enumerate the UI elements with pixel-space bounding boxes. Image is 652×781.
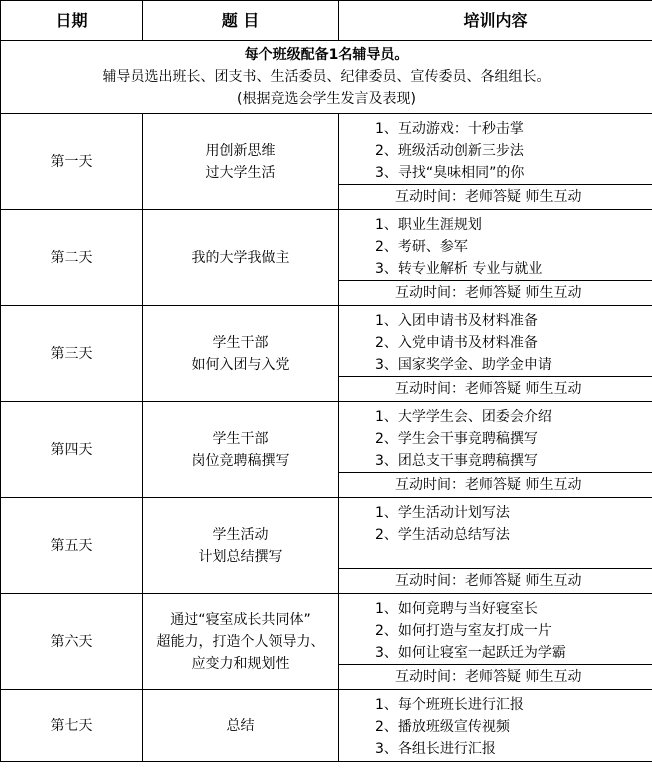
topic-line: 岗位竞聘稿撰写: [191, 452, 290, 469]
content-item: 2、班级活动创新三步法: [375, 143, 524, 159]
content-item: 1、如何竞聘与当好寝室长: [375, 601, 538, 617]
content-item: 2、学生会干事竞聘稿撰写: [375, 431, 538, 447]
content-item: 1、入团申请书及材料准备: [375, 313, 538, 329]
content-cell: [339, 210, 652, 281]
content-item: 3、寻找“臭味相同”的你: [375, 165, 525, 181]
content-item: 2、考研、参军: [375, 239, 468, 255]
topic-cell: [143, 306, 339, 402]
topic-cell: [143, 690, 339, 762]
table-row: [1, 594, 652, 665]
day-cell: 第一天: [1, 114, 143, 210]
content-cell: [339, 114, 652, 185]
content-item: 2、如何打造与室友打成一片: [375, 623, 552, 639]
day-cell: 第二天: [1, 210, 143, 306]
topic-line: 如何入团与入党: [191, 356, 290, 373]
table-row: [1, 114, 652, 185]
notice-line-1: 每个班级配备1名辅导员。: [244, 47, 409, 63]
content-cell: [339, 402, 652, 473]
topic-line: 学生干部: [212, 334, 269, 351]
topic-line: 计划总结撰写: [198, 548, 283, 565]
table-row: [1, 210, 652, 281]
content-item: 3、团总支干事竞聘稿撰写: [375, 453, 538, 469]
content-cell: [339, 306, 652, 377]
content-item: 1、互动游戏：十秒击掌: [375, 121, 524, 137]
interact-cell: 互动时间：老师答疑 师生互动: [339, 281, 652, 306]
content-item: 2、学生活动总结写法: [375, 527, 510, 543]
content-item: 3、国家奖学金、助学金申请: [375, 357, 552, 373]
table-row: [1, 306, 652, 377]
content-item: 1、职业生涯规划: [375, 217, 482, 233]
table-row: [1, 402, 652, 473]
notice-row: [1, 41, 652, 114]
day-cell: 第三天: [1, 306, 143, 402]
interact-cell: 互动时间：老师答疑 师生互动: [339, 185, 652, 210]
content-item: 2、播放班级宣传视频: [375, 719, 510, 735]
topic-line: 过大学生活: [205, 164, 276, 181]
header-row: [1, 1, 652, 41]
day-cell: 第七天: [1, 690, 143, 762]
topic-line: 总结: [226, 717, 255, 734]
topic-cell: [143, 114, 339, 210]
content-item: 3、各组长进行汇报: [375, 741, 496, 757]
day-cell: 第五天: [1, 498, 143, 594]
content-item: 1、学生活动计划写法: [375, 505, 510, 521]
content-item: 3、如何让寝室一起跃迁为学霸: [375, 645, 566, 661]
topic-line: 我的大学我做主: [191, 249, 290, 266]
topic-line: 学生活动: [212, 526, 269, 543]
interact-cell: 互动时间：老师答疑 师生互动: [339, 569, 652, 594]
day-cell: 第四天: [1, 402, 143, 498]
notice-line-3: (根据竞选会学生发言及表现): [237, 91, 416, 107]
topic-cell: [143, 210, 339, 306]
header-topic: 题 目: [143, 1, 339, 41]
content-cell: [339, 690, 652, 762]
table-row: [1, 498, 652, 569]
notice-line-2: 辅导员选出班长、团支书、生活委员、纪律委员、宣传委员、各组组长。: [102, 69, 551, 85]
topic-line: 用创新思维: [205, 142, 276, 159]
interact-cell: 互动时间：老师答疑 师生互动: [339, 377, 652, 402]
content-item: 3、转专业解析 专业与就业: [375, 261, 543, 277]
topic-line: 超能力，打造个人领导力、: [156, 633, 325, 650]
header-content: 培训内容: [339, 1, 652, 41]
topic-line: 学生干部: [212, 430, 269, 447]
topic-cell: [143, 498, 339, 594]
content-item: 2、入党申请书及材料准备: [375, 335, 538, 351]
interact-cell: 互动时间：老师答疑 师生互动: [339, 665, 652, 690]
day-cell: 第六天: [1, 594, 143, 690]
topic-cell: [143, 594, 339, 690]
table-row: [1, 690, 652, 762]
content-cell: [339, 498, 652, 569]
header-date: 日期: [1, 1, 143, 41]
topic-line: 应变力和规划性: [191, 655, 290, 672]
interact-cell: 互动时间：老师答疑 师生互动: [339, 473, 652, 498]
notice-cell: [1, 41, 652, 114]
topic-line: 通过“寝室成长共同体”: [170, 611, 311, 628]
content-item: 1、每个班班长进行汇报: [375, 697, 524, 713]
content-item: 1、大学学生会、团委会介绍: [375, 409, 552, 425]
topic-cell: [143, 402, 339, 498]
content-cell: [339, 594, 652, 665]
